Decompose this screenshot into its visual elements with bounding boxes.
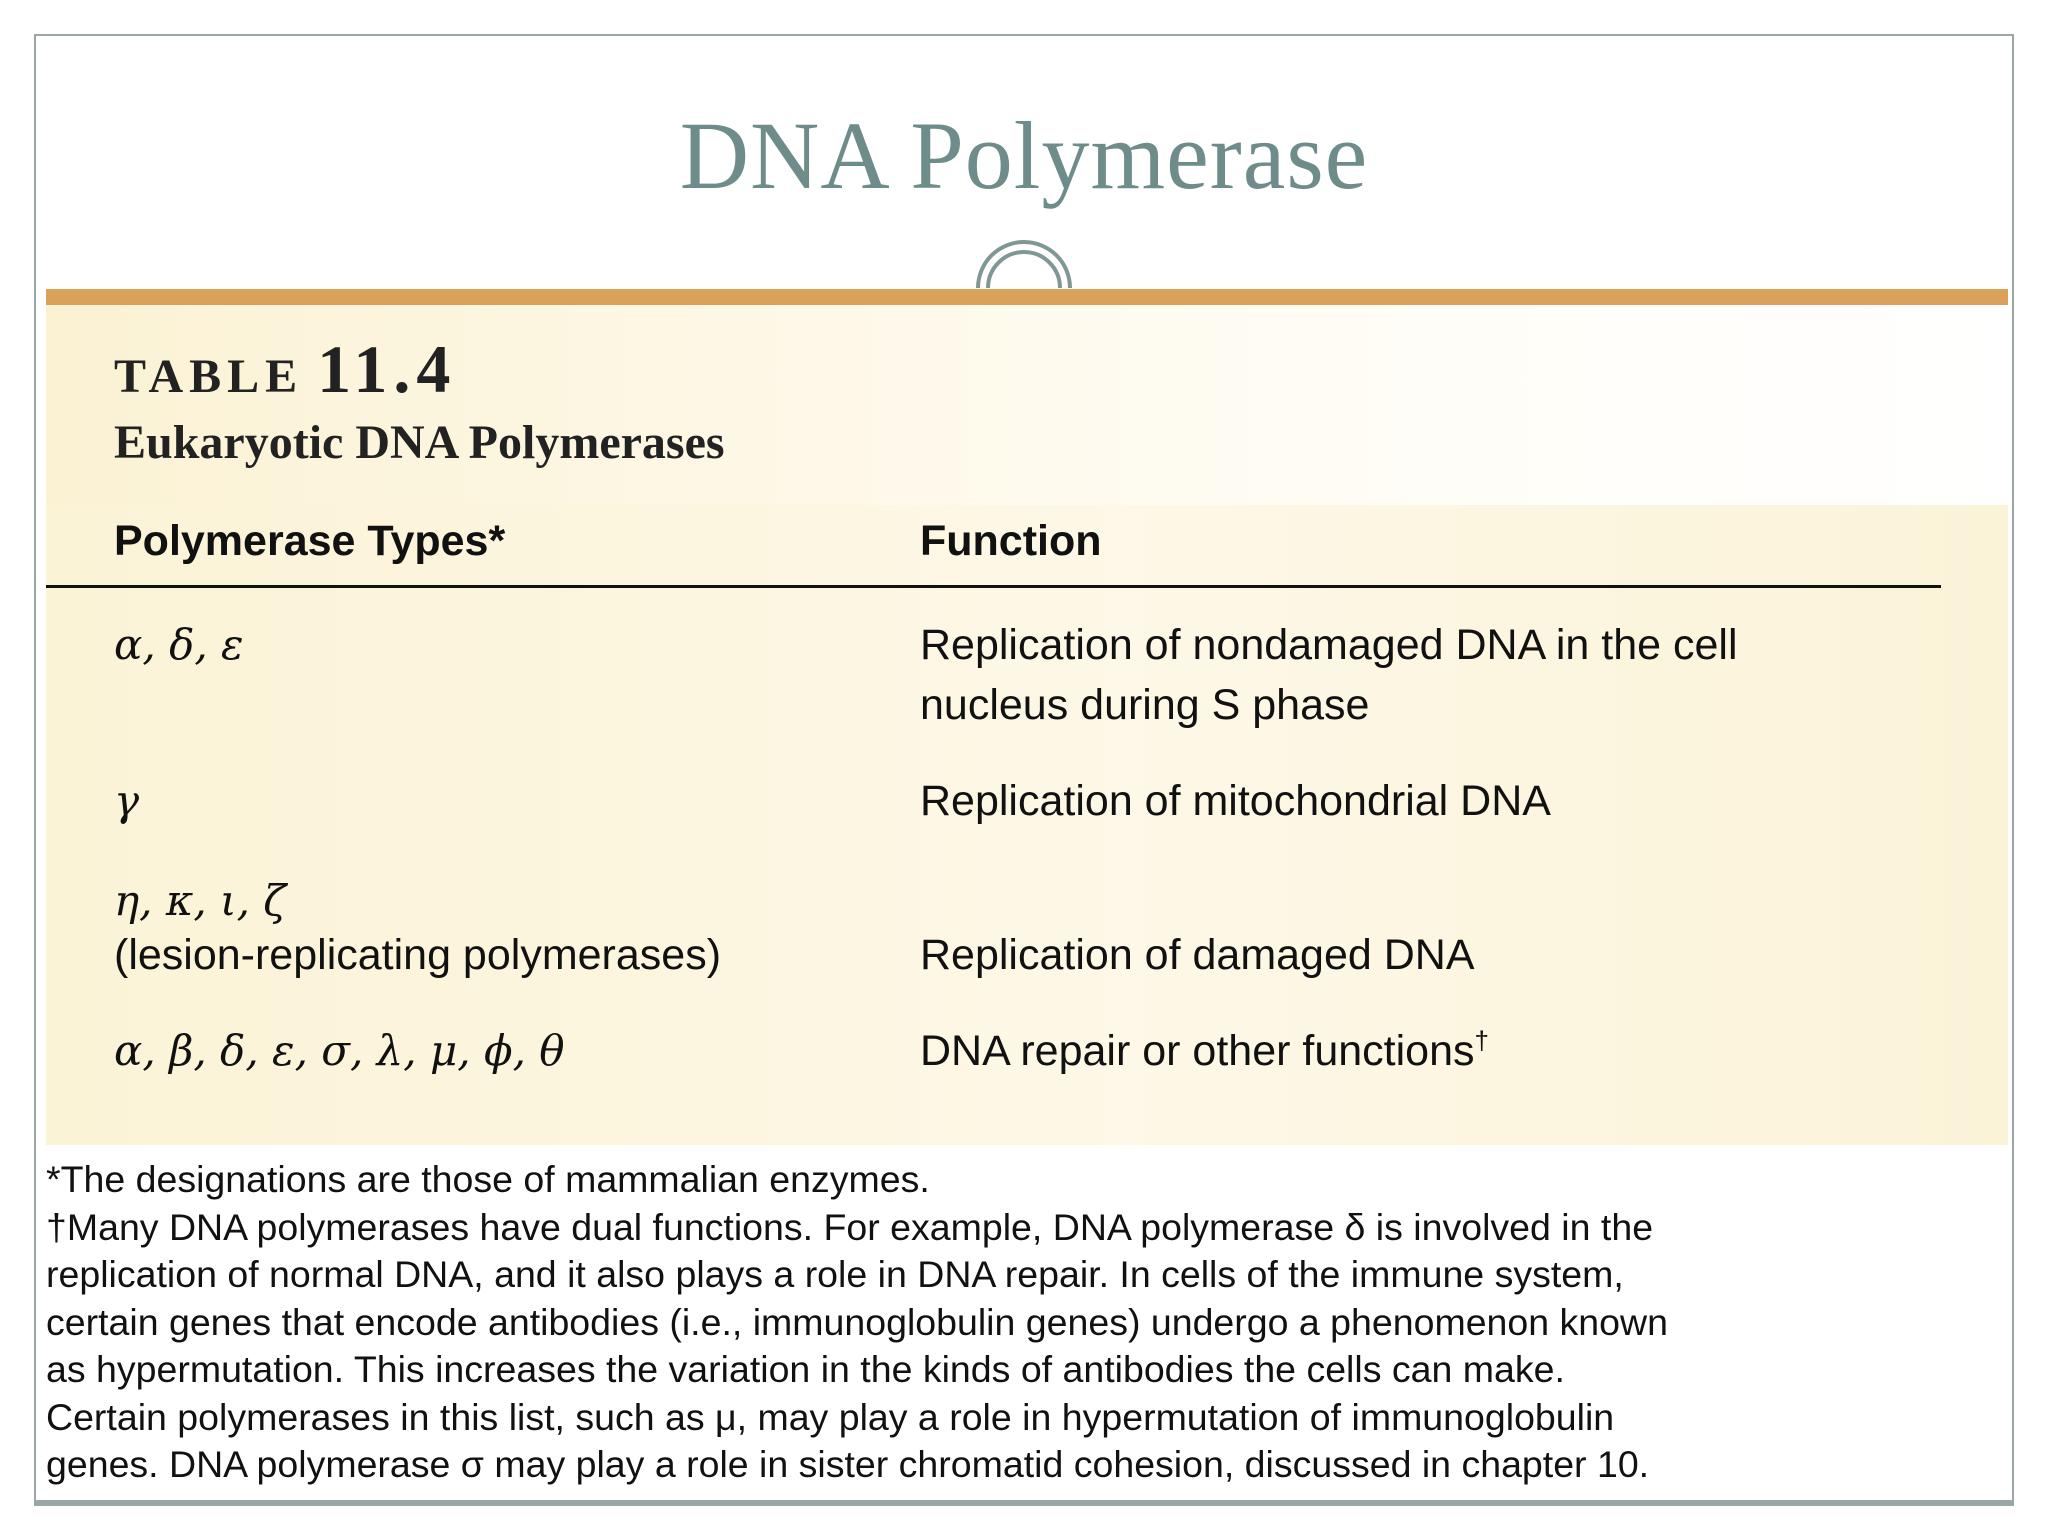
table-title: Eukaryotic DNA Polymerases <box>114 416 725 469</box>
row-1-function-line-1: Replication of nondamaged DNA in the cell <box>920 621 1738 669</box>
footnote-line: genes. DNA polymerase σ may play a role in sister chromatid cohesion, discussed in chapter 10. <box>46 1443 1650 1485</box>
row-4-types: α, β, δ, ε, σ, λ, μ, ϕ, θ <box>114 1026 565 1075</box>
slide-frame-bottom <box>34 1500 2014 1506</box>
slide-title: DNA Polymerase <box>679 102 1369 209</box>
row-2-function: Replication of mitochondrial DNA <box>920 777 1551 825</box>
column-header-function: Function <box>920 517 1102 565</box>
row-3-types-note: (lesion-replicating polymerases) <box>114 931 722 979</box>
column-header-types: Polymerase Types* <box>114 517 506 565</box>
row-3-types: η, κ, ι, ζ <box>114 876 287 925</box>
row-1-function-line-2: nucleus during S phase <box>920 681 1370 729</box>
table-top-bar <box>46 289 2008 305</box>
footnote-line: certain genes that encode antibodies (i.e., immunoglobulin genes) undergo a phenomenon known <box>46 1300 1668 1343</box>
row-4-function-text: DNA repair or other functions <box>920 1027 1475 1075</box>
footnote-line: †Many DNA polymerases have dual functions. For example, DNA polymerase δ is involved in the <box>46 1205 1654 1248</box>
table-panel <box>46 305 2008 1145</box>
table-label-word: TABLE <box>114 350 304 403</box>
row-4-function <box>920 1021 1489 1081</box>
row-1-types: α, δ, ε <box>114 620 244 669</box>
footnote-line: *The designations are those of mammalian enzymes. <box>46 1158 930 1200</box>
table-label-number: 11.4 <box>317 331 457 407</box>
row-2-types: γ <box>114 776 140 825</box>
row-3-function: Replication of damaged DNA <box>920 931 1475 979</box>
header-rule <box>46 585 1941 588</box>
row-4-function-dagger: † <box>1474 1025 1489 1056</box>
footnote-line: Certain polymerases in this list, such as μ, may play a role in hypermutation of immunoglobulin <box>46 1395 1615 1438</box>
footnotes <box>46 1156 2012 1489</box>
table-label <box>114 330 456 409</box>
footnote-line: as hypermutation. This increases the variation in the kinds of antibodies the cells can make. <box>46 1348 1565 1390</box>
title-ornament-icon <box>974 230 1074 290</box>
footnote-line: replication of normal DNA, and it also plays a role in DNA repair. In cells of the immune system, <box>46 1253 1624 1295</box>
